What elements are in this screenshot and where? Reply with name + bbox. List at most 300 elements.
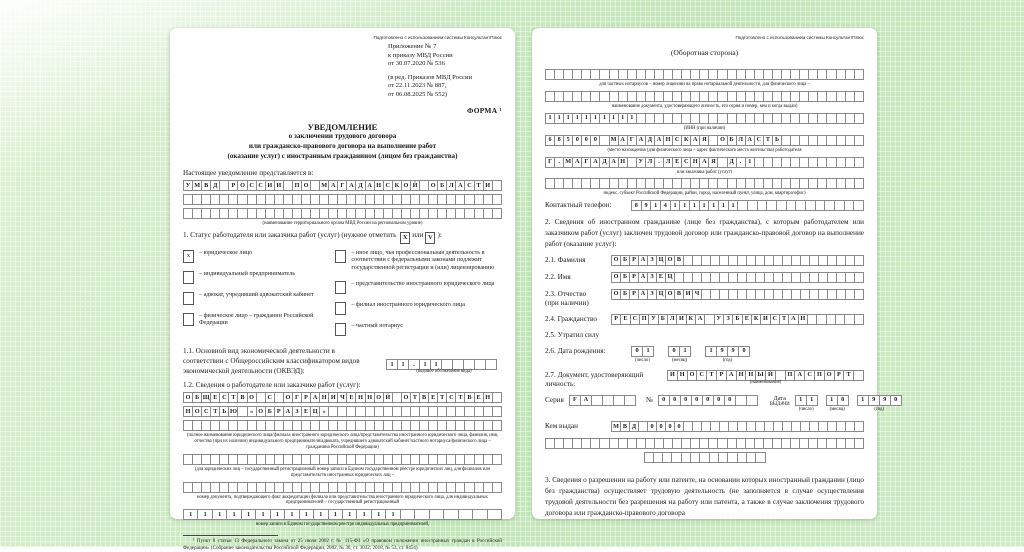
form-cell: Ч <box>692 289 702 300</box>
form-cell: . <box>408 359 420 370</box>
form-cell: С <box>256 180 266 191</box>
address-region-boxes <box>545 135 864 146</box>
footnote-divider <box>183 535 278 536</box>
form-cell: 0 <box>674 421 684 432</box>
issue-date-label-line2: ВЫДАЧИ <box>769 402 790 408</box>
form-cell: О <box>665 289 675 300</box>
form-cell <box>492 194 502 205</box>
series-label: Серия <box>545 395 564 404</box>
form-cell: О <box>183 392 193 403</box>
birth-day-boxes <box>631 346 654 357</box>
form-cell: А <box>455 180 465 191</box>
form-cell: А <box>310 392 320 403</box>
address-caption-2: или заказчика работ (услуг) <box>676 169 733 175</box>
form-cell: Е <box>474 392 484 403</box>
form-cell: В <box>674 289 684 300</box>
form-cell: Б <box>620 289 630 300</box>
repealed-item: 2.5. Утратил силу <box>545 330 600 339</box>
accreditation-boxes <box>183 482 502 493</box>
form-cell: 1 <box>699 200 710 211</box>
revision-line: от 06.08.2025 № 552) <box>388 90 448 98</box>
form-cell: А <box>636 135 646 146</box>
checkbox-individual-entrepreneur <box>183 271 194 284</box>
form-cell: 1 <box>270 509 285 520</box>
patronymic-label-line2: (при наличии) <box>545 298 589 307</box>
form-cell: Е <box>620 314 630 325</box>
form-cell: Щ <box>201 392 211 403</box>
address-caption-1: (место нахождения (для физического лица – адрес фактического места жительства) работодателя <box>607 147 802 153</box>
form-cell: Н <box>374 180 384 191</box>
appendix-line: от 30.07.2020 № 536 <box>388 60 445 68</box>
form-cell: И <box>667 370 678 381</box>
form-cell: А <box>572 157 582 168</box>
form-cell: 0 <box>680 395 692 406</box>
number-boxes <box>658 395 758 406</box>
form-cell: 1 <box>183 509 198 520</box>
appendix-line: к приказу МВД России <box>388 51 453 59</box>
authority-caption: (наименование территориального органа МВД России на региональном уровне) <box>262 221 423 227</box>
issue-date-groups <box>795 395 902 413</box>
form-cell: 1 <box>328 509 343 520</box>
form-cell: О <box>687 370 698 381</box>
form-cell: F <box>569 395 581 406</box>
section1-heading-text: 1. Статус работодателя или заказчика работ (услуг) (нужное отметить <box>183 231 397 240</box>
birth-day-group <box>631 346 654 364</box>
form-cell: 0 <box>590 135 600 146</box>
day-caption: (число) <box>798 406 814 412</box>
form-cell: 1 <box>599 113 609 124</box>
form-cell: 9 <box>641 200 652 211</box>
form-cell: 1 <box>342 509 357 520</box>
name-label: 2.2. Имя <box>545 272 571 281</box>
birth-month-boxes <box>668 346 691 357</box>
form-cell: Е <box>301 406 311 417</box>
form-cell: Б <box>192 392 202 403</box>
form-cell: Ц <box>665 272 675 283</box>
citizenship-row <box>545 314 864 325</box>
form-cell: Т <box>763 135 773 146</box>
form-cell: С <box>770 314 780 325</box>
form-cell: Н <box>319 392 329 403</box>
form-cell: Н <box>690 157 700 168</box>
form-cell: А <box>690 135 700 146</box>
or-text: или <box>412 231 424 240</box>
form-cell: Т <box>210 406 220 417</box>
notary-license-boxes <box>545 69 864 80</box>
form-cell <box>492 482 502 493</box>
form-cell: 1 <box>679 346 691 357</box>
form-cell <box>854 113 864 124</box>
subtitle-line: о заключении трудового договора <box>288 132 397 141</box>
form-cell: С <box>383 180 393 191</box>
employer-name-row1 <box>183 392 502 403</box>
form-cell: П <box>639 314 649 325</box>
option-label: – физическое лицо – гражданин Российской Федерации <box>199 312 314 327</box>
form-cell: А <box>788 314 798 325</box>
option-label: – филиал иностранного юридического лица <box>351 302 465 309</box>
form-cell <box>854 289 864 300</box>
form-cell: З <box>292 406 302 417</box>
form-cell <box>854 157 864 168</box>
month-caption: (месяц) <box>829 406 845 412</box>
series-boxes <box>569 395 636 406</box>
form-cell <box>854 272 864 283</box>
form-cell: Б <box>658 314 668 325</box>
form-cell: О <box>665 255 675 266</box>
option-label: – представительство иностранного юридического лица <box>351 281 495 288</box>
form-cell: Л <box>663 157 673 168</box>
form-cell: 1 <box>708 200 719 211</box>
form-cell: З <box>647 272 657 283</box>
form-cell: 0 <box>658 395 670 406</box>
issuer-row <box>545 421 864 432</box>
form-cell: Н <box>618 157 628 168</box>
form-cell: И <box>328 392 338 403</box>
form-cell: 1 <box>419 359 431 370</box>
form-cell: 1 <box>299 509 314 520</box>
form-cell: 0 <box>837 395 849 406</box>
form-cell <box>414 509 429 520</box>
form-cell: Ь <box>772 135 782 146</box>
form-cell: 1 <box>609 113 619 124</box>
checkbox-other-person <box>335 250 346 263</box>
authority-boxes-row2 <box>183 194 502 205</box>
surname-label: 2.1. Фамилия <box>545 255 586 264</box>
subtitle-line: (оказание услуг) с иностранным гражданином (лицом без гражданства) <box>227 152 458 161</box>
form-cell <box>854 178 864 189</box>
form-cell: Н <box>736 370 747 381</box>
form-cell: 9 <box>727 346 739 357</box>
form-cell: . <box>736 157 746 168</box>
form-cell <box>854 421 864 432</box>
document-subtitle <box>183 132 502 162</box>
form-cell: 0 <box>691 395 703 406</box>
form-cell: 1 <box>627 113 637 124</box>
okved-caption: (кодовое обозначение вида) <box>416 369 472 375</box>
inn-caption: (ИНН (при наличии) <box>683 125 726 131</box>
form-cell: О <box>401 180 411 191</box>
form-cell: 9 <box>716 346 728 357</box>
form-cell: 0 <box>702 395 714 406</box>
ogrnip-caption: номер записи в Едином государственном реестре индивидуальных предпринимателей, <box>255 522 430 528</box>
form-cell: 1 <box>618 113 628 124</box>
checkbox-notary <box>335 323 346 336</box>
form-cell: А <box>638 289 648 300</box>
appendix-line: Приложение № 7 <box>388 43 437 50</box>
form-page-back <box>532 28 898 519</box>
option-label: – юридическое лицо <box>199 249 253 256</box>
option-notary <box>335 323 502 336</box>
form-cell: С <box>696 370 707 381</box>
revision-line: от 22.11.2023 № 887, <box>388 82 447 90</box>
form-cell: Й <box>765 370 776 381</box>
form-cell: К <box>681 135 691 146</box>
form-cell: П <box>785 370 796 381</box>
document-boxes <box>667 370 864 381</box>
status-options-left <box>183 250 323 345</box>
employer-name-caption: (полное наименование юридического лица/филиала иностранного юридического лица/представительства иностранного юридического лица, фамилия, имя, отчество (при их наличии) индивидуального предпринимателя/адвоката, учредившего адвокатский кабинет/частного нотариуса/физического лица – гражданина Российской Федерации) <box>186 433 499 450</box>
issue-date-label <box>770 395 790 408</box>
form-cell: З <box>723 314 733 325</box>
form-cell: 1 <box>745 157 755 168</box>
form-cell: 1 <box>356 509 371 520</box>
option-individual-citizen <box>183 313 323 329</box>
okved-label: 1.1. Основной вид экономической деятельности в соответствии с Общероссийским классификатором видов экономической деятельности (ОКВЭД): <box>183 347 360 376</box>
form-cell: 0 <box>647 421 657 432</box>
citizenship-boxes <box>611 314 864 325</box>
document-caption: (наименование) <box>749 379 782 385</box>
form-cell: В <box>464 392 474 403</box>
form-cell: А <box>699 157 709 168</box>
form-cell: М <box>192 180 202 191</box>
form-cell: И <box>483 180 493 191</box>
form-cell <box>853 370 864 381</box>
form-cell: А <box>590 157 600 168</box>
form-cell: Р <box>301 392 311 403</box>
form-cell: . <box>654 157 664 168</box>
form-cell: Р <box>629 255 639 266</box>
number-label: № <box>645 395 653 404</box>
checkbox-legal-entity: x <box>183 250 194 263</box>
footnote-text: ¹ Пункт 8 статьи 13 Федерального закона от 25 июля 2002 г. № 115-ФЗ «О правовом положении иностранных граждан в Российской Федерации» (Собрание законодательства Российской Федерации, 2002, № 30, ст. 3032; 2018, № 53, ст. 8454). <box>183 538 502 552</box>
issue-day-boxes <box>795 395 818 406</box>
section1-2-heading: 1.2. Сведения о работодателе или заказчике работ (услуг): <box>183 381 361 390</box>
form-cell <box>854 255 864 266</box>
form-cell: И <box>676 314 686 325</box>
form-cell: Й <box>410 180 420 191</box>
form-cell: У <box>714 314 724 325</box>
form-cell: Б <box>620 255 630 266</box>
ogrn-caption: (для юридических лиц – государственный регистрационный номер записи в Едином государственном реестре юридических лиц, для филиалов или представительств иностранных юридических лиц – <box>194 466 491 478</box>
form-cell: У <box>183 180 193 191</box>
form-cell: 4 <box>660 200 671 211</box>
form-cell: » <box>319 406 329 417</box>
okved-boxes-wrap <box>386 346 502 378</box>
form-cell: И <box>274 180 284 191</box>
form-cell: Б <box>732 314 742 325</box>
name-boxes <box>611 272 864 283</box>
form-cell: A <box>580 395 592 406</box>
document-label <box>545 370 667 389</box>
form-cell: С <box>464 180 474 191</box>
form-cell <box>746 395 758 406</box>
form-cell: Ц <box>656 289 666 300</box>
form-cell: А <box>618 135 628 146</box>
form-cell: 1 <box>689 200 700 211</box>
form-cell: 0 <box>713 395 725 406</box>
form-cell: Н <box>483 392 493 403</box>
form-cell: В <box>674 255 684 266</box>
subtitle-line: или гражданско-правового договора на выполнение работ <box>248 142 437 151</box>
form-cell: Г <box>292 392 302 403</box>
form-cell: Р <box>834 370 845 381</box>
issuer-boxes <box>611 421 864 432</box>
form-cell: Т <box>437 392 447 403</box>
form-cell: Л <box>667 314 677 325</box>
form-cell: 0 <box>665 421 675 432</box>
form-cell: З <box>647 289 657 300</box>
phone-label: Контактный телефон: <box>545 201 612 210</box>
identity-document-row <box>545 370 864 389</box>
section3-paragraph: 3. Сведения о разрешении на работу или патенте, на основании которых иностранный гражданин (лицо без гражданства) осуществляет трудовую деятельность (не заполняется в случае осуществления трудовой деятельности без разрешения на работу или патента, а также в случае заключения трудового договора или гражданско-правового договора <box>545 476 864 517</box>
issue-month-boxes <box>826 395 849 406</box>
form-cell: М <box>563 157 573 168</box>
form-cell: Н <box>798 314 808 325</box>
form-cell: К <box>686 314 696 325</box>
form-cell: К <box>751 314 761 325</box>
form-cell: 1 <box>670 200 681 211</box>
form-cell: О <box>237 180 247 191</box>
birth-month-group <box>668 346 691 364</box>
form-cell: 1 <box>728 200 739 211</box>
form-cell: 1 <box>572 113 582 124</box>
form-cell: 1 <box>197 509 212 520</box>
form-cell: 6 <box>545 135 555 146</box>
form-cell: Н <box>355 392 365 403</box>
form-cell: Т <box>455 392 465 403</box>
form-cell: 9 <box>868 395 880 406</box>
spacer <box>545 466 864 472</box>
form-cell: Е <box>346 392 356 403</box>
back-side-title: (Оборотная сторона) <box>670 48 739 57</box>
form-cell: Е <box>742 314 752 325</box>
mark-v-box: V <box>425 232 435 244</box>
form-cell: А <box>654 135 664 146</box>
form-cell <box>854 135 864 146</box>
form-cell: 1 <box>284 509 299 520</box>
form-cell: Ч <box>337 392 347 403</box>
authority-boxes-row1 <box>183 180 502 191</box>
form-cell: Ц <box>310 406 320 417</box>
address-extra-boxes <box>545 178 864 189</box>
revision-block <box>388 74 502 100</box>
form-cell: О <box>283 392 293 403</box>
form-cell: А <box>365 180 375 191</box>
form-cell <box>854 91 864 102</box>
form-cell: 1 <box>718 200 729 211</box>
section2-heading: 2. Сведения об иностранном гражданине (лице без гражданства), с которым работодателем или заказчиком работ (услуг) заключен трудовой договор или гражданско-правовой договор на выполнение работ (оказание услуг): <box>545 218 864 248</box>
patronymic-label <box>545 289 611 308</box>
form-cell <box>492 392 502 403</box>
section1-heading <box>183 231 502 244</box>
form-cell: С <box>672 135 682 146</box>
series-number-date-row <box>545 394 898 413</box>
year-caption: (год) <box>722 357 733 363</box>
form-cell <box>854 69 864 80</box>
form-cell: С <box>754 135 764 146</box>
document-label-line2: личность: <box>545 379 576 388</box>
form-cell <box>492 208 502 219</box>
form-cell: Я <box>699 135 709 146</box>
form-cell: 1 <box>650 200 661 211</box>
appendix-block <box>388 43 502 69</box>
form-cell: А <box>745 135 755 146</box>
form-cell: Б <box>620 272 630 283</box>
form-cell: О <box>824 370 835 381</box>
accreditation-caption: номер документа, подтверждающего факт аккредитации филиала или представительства иностранного юридического лица, для индивидуальных предпринимателей – государственный регистрационный <box>196 494 489 506</box>
form-cell <box>400 509 415 520</box>
day-caption: (число) <box>635 357 650 363</box>
form-cell: Б <box>265 406 275 417</box>
option-lawyer <box>183 292 323 305</box>
form-cell: О <box>611 272 621 283</box>
birthdate-label: 2.6. Дата рождения: <box>545 346 606 355</box>
document-boxes-wrap <box>667 370 864 389</box>
option-other-person <box>335 250 502 274</box>
form-cell: М <box>609 135 619 146</box>
form-cell: Н <box>745 370 756 381</box>
issuer-label: Кем выдан <box>545 422 578 431</box>
form-cell: О <box>611 289 621 300</box>
document-title: УВЕДОМЛЕНИЕ <box>307 122 378 133</box>
form-cell: И <box>683 289 693 300</box>
form-cell: Д <box>629 421 639 432</box>
form-cell <box>492 420 502 431</box>
option-label: – иное лицо, чья профессиональная деятельность в соответствии с федеральными законами подлежит государственной регистрации и (или) лицензированию <box>351 249 495 272</box>
form-cell <box>854 438 864 449</box>
form-cell: Г <box>581 157 591 168</box>
form-cell: Ь <box>219 406 229 417</box>
form-cell: У <box>636 157 646 168</box>
submitted-to-label: Настоящее уведомление представляется в: <box>183 169 314 178</box>
form-cell: Р <box>716 370 727 381</box>
form-cell: 0 <box>668 346 680 357</box>
status-options-right <box>335 250 502 345</box>
form-cell: В <box>237 392 247 403</box>
form-cell: А <box>726 370 737 381</box>
form-cell: 1 <box>554 113 564 124</box>
status-options <box>183 250 502 345</box>
form-page-front <box>170 28 515 552</box>
footnote-block <box>183 535 502 552</box>
patronymic-row <box>545 289 864 308</box>
form-cell: С <box>201 406 211 417</box>
form-cell: О <box>301 180 311 191</box>
form-cell: Р <box>629 289 639 300</box>
birthdate-groups <box>631 346 750 364</box>
form-cell <box>755 452 765 463</box>
form-cell: А <box>283 406 293 417</box>
form-cell: Ц <box>656 255 666 266</box>
form-cell: Н <box>677 370 688 381</box>
issue-year-group <box>857 395 902 413</box>
form-cell: Б <box>437 180 447 191</box>
form-cell: 8 <box>631 200 642 211</box>
form-cell: Л <box>645 157 655 168</box>
form-cell: А <box>695 314 705 325</box>
form-cell: О <box>611 255 621 266</box>
option-label: – частный нотариус <box>351 323 403 330</box>
form-cell: К <box>392 180 402 191</box>
form-cell <box>492 180 502 191</box>
form-cell: С <box>265 392 275 403</box>
birth-year-boxes <box>705 346 750 357</box>
birthdate-row <box>545 346 864 364</box>
revision-line: (в ред. Приказов МВД России <box>388 73 473 81</box>
form-cell: З <box>647 255 657 266</box>
issue-day-group <box>795 395 818 413</box>
month-caption: (месяц) <box>671 357 688 363</box>
form-label: ФОРМА ¹ <box>466 106 502 116</box>
form-cell: . <box>554 157 564 168</box>
form-cell: « <box>247 406 257 417</box>
form-cell <box>492 454 502 465</box>
form-cell: Г <box>627 135 637 146</box>
form-cell <box>854 314 864 325</box>
form-cell: 1 <box>385 509 400 520</box>
form-cell: Г <box>545 157 555 168</box>
issuer-boxes-row2 <box>545 438 864 449</box>
